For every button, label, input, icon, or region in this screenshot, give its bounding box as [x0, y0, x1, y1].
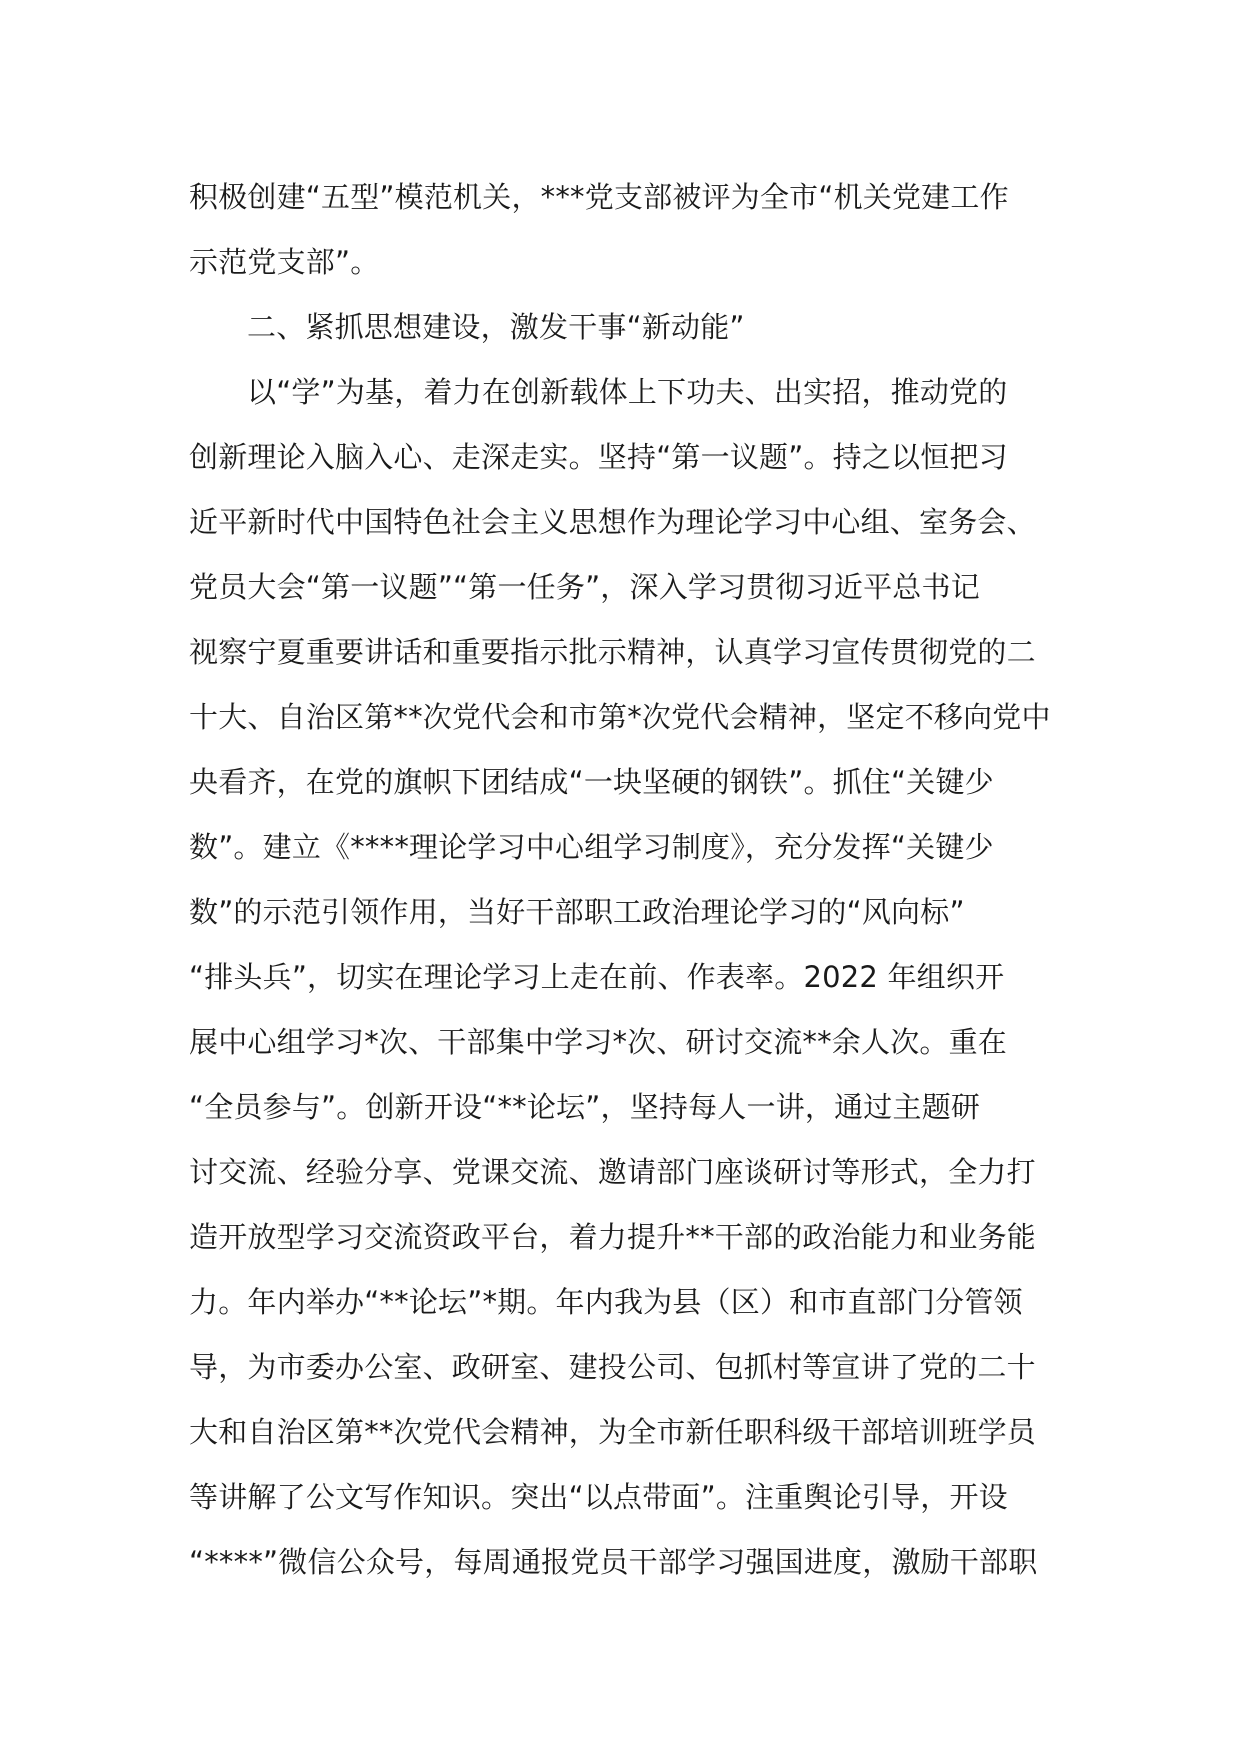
- text-line: 力。年内举办“**论坛”*期。年内我为县（区）和市直部门分管领: [189, 1285, 1023, 1319]
- text-line: “****”微信公众号，每周通报党员干部学习强国进度，激励干部职: [189, 1545, 1038, 1579]
- text-line: 近平新时代中国特色社会主义思想作为理论学习中心组、室务会、: [189, 505, 1036, 539]
- text-line: 造开放型学习交流资政平台，着力提升**干部的政治能力和业务能: [189, 1220, 1037, 1254]
- text-line: 大和自治区第**次党代会精神，为全市新任职科级干部培训班学员: [189, 1415, 1037, 1449]
- text-line: 积极创建“五型”模范机关，***党支部被评为全市“机关党建工作: [189, 180, 1009, 214]
- body-text: [189, 165, 1064, 1595]
- text-line: 以“学”为基，着力在创新载体上下功夫、出实招，推动党的: [247, 375, 1008, 409]
- text-line: 讨交流、经验分享、党课交流、邀请部门座谈研讨等形式，全力打: [189, 1155, 1036, 1189]
- text-line: 等讲解了公文写作知识。突出“以点带面”。注重舆论引导，开设: [189, 1480, 1008, 1514]
- text-line: 展中心组学习*次、干部集中学习*次、研讨交流**余人次。重在: [189, 1025, 1008, 1059]
- text-line: 党员大会“第一议题”“第一任务”，深入学习贯彻习近平总书记: [189, 570, 980, 604]
- text-line: 视察宁夏重要讲话和重要指示批示精神，认真学习宣传贯彻党的二: [189, 635, 1036, 669]
- text-line: 示范党支部”。: [189, 245, 380, 279]
- text-line: “排头兵”，切实在理论学习上走在前、作表率。2022 年组织开: [189, 960, 1005, 994]
- text-line: 创新理论入脑入心、走深走实。坚持“第一议题”。持之以恒把习: [189, 440, 1008, 474]
- text-line: 十大、自治区第**次党代会和市第*次党代会精神，坚定不移向党中: [189, 700, 1051, 734]
- text-line: 央看齐，在党的旗帜下团结成“一块坚硬的钢铁”。抓住“关键少: [189, 765, 994, 799]
- section-heading: 二、紧抓思想建设，激发干事“新动能”: [247, 310, 745, 344]
- text-line: “全员参与”。创新开设“**论坛”，坚持每人一讲，通过主题研: [189, 1090, 981, 1124]
- text-line: 导，为市委办公室、政研室、建投公司、包抓村等宣讲了党的二十: [189, 1350, 1036, 1384]
- text-line: 数”。建立《****理论学习中心组学习制度》，充分发挥“关键少: [189, 830, 994, 864]
- text-line: 数”的示范引领作用，当好干部职工政治理论学习的“风向标”: [189, 895, 965, 929]
